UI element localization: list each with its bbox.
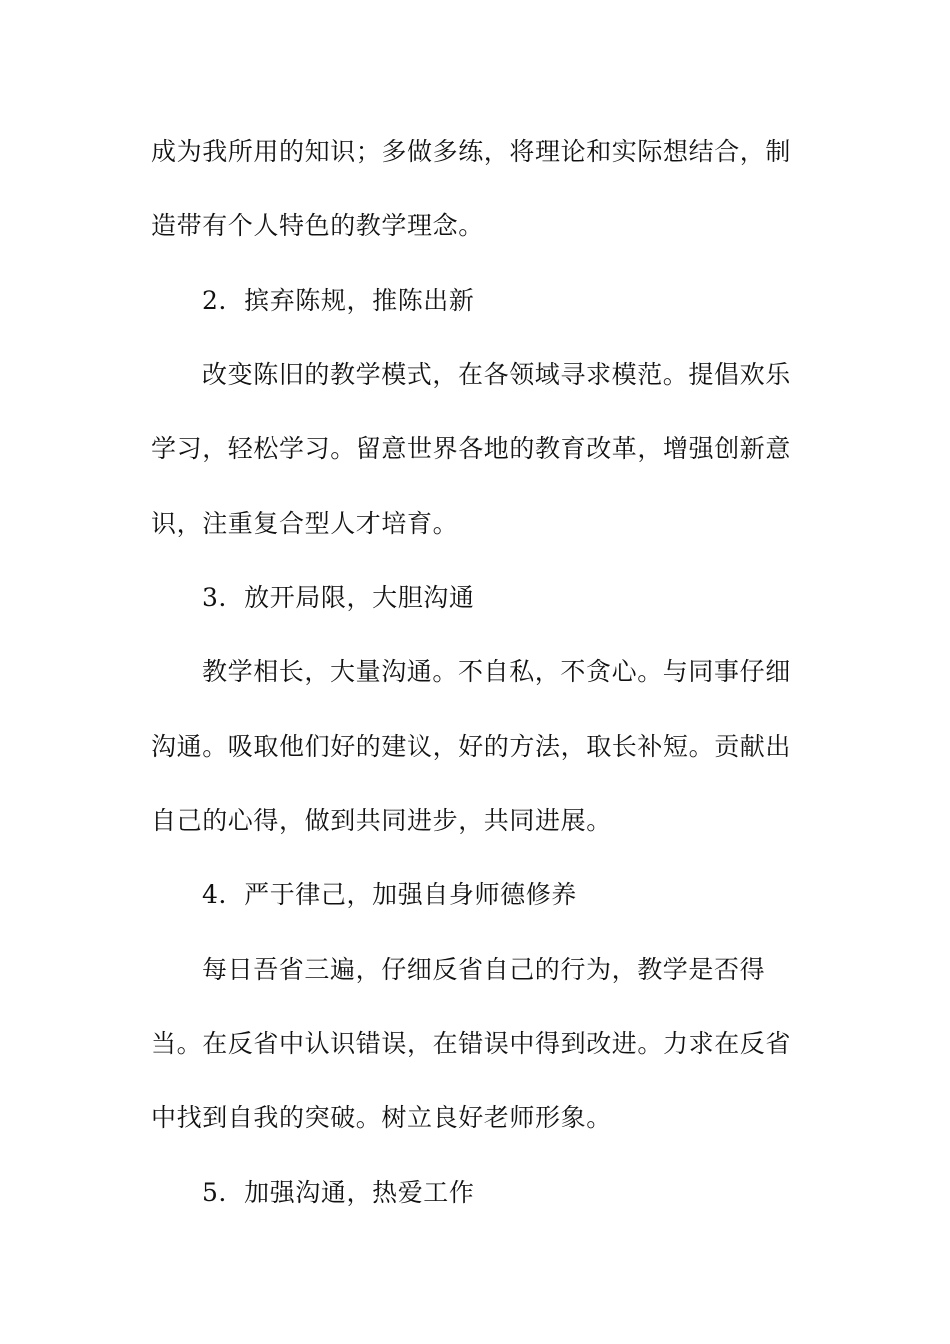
- paragraph-line: 沟通。吸取他们好的建议，好的方法，取长补短。贡献出: [151, 732, 792, 761]
- paragraph-line: 学习，轻松学习。留意世界各地的教育改革，增强创新意: [151, 434, 792, 463]
- section-heading-5: 5．加强沟通，热爱工作: [202, 1178, 475, 1207]
- section-heading-3: 3．放开局限，大胆沟通: [202, 583, 475, 612]
- paragraph-line: 中找到自我的突破。树立良好老师形象。: [151, 1103, 612, 1132]
- paragraph-line: 改变陈旧的教学模式，在各领域寻求模范。提倡欢乐: [202, 360, 791, 389]
- paragraph-line: 造带有个人特色的教学理念。: [151, 211, 484, 240]
- paragraph-line: 成为我所用的知识；多做多练，将理论和实际想结合，制: [151, 137, 792, 166]
- paragraph-line: 当。在反省中认识错误，在错误中得到改进。力求在反省: [151, 1029, 792, 1058]
- paragraph-line: 教学相长，大量沟通。不自私，不贪心。与同事仔细: [202, 657, 791, 686]
- section-heading-4: 4．严于律己，加强自身师德修养: [202, 880, 577, 909]
- paragraph-line: 识，注重复合型人才培育。: [151, 509, 459, 538]
- paragraph-line: 自己的心得，做到共同进步，共同进展。: [151, 806, 612, 835]
- paragraph-line: 每日吾省三遍，仔细反省自己的行为，教学是否得: [202, 955, 766, 984]
- section-heading-2: 2．摈弃陈规，推陈出新: [202, 286, 475, 315]
